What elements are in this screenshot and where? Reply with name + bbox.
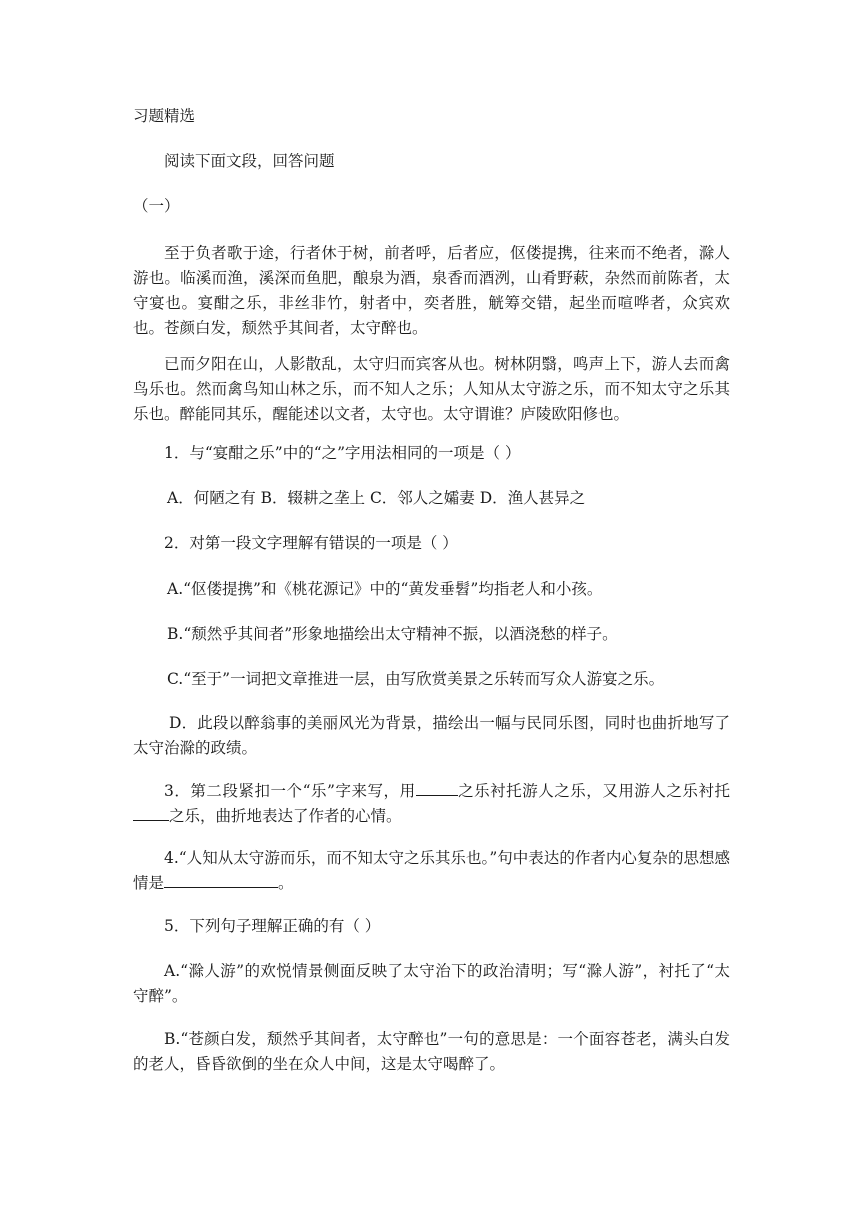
question-5-option-a: A.“滁人游”的欢悦情景侧面反映了太守治下的政治清明；写“滁人游”，衬托了“太守醉”。 [133,962,730,1005]
question-3-text-3: 之乐，曲折地表达了作者的心情。 [169,807,402,825]
part-label: （一） [133,197,180,215]
answer-blank-1[interactable] [416,779,458,796]
question-1-stem: 1．与“宴酣之乐”中的“之”字用法相同的一项是（ ） [164,444,521,462]
question-3-text-1: 3．第二段紧扣一个“乐”字来写，用 [164,782,416,800]
question-2-option-b: B.“颓然乎其间者”形象地描绘出太守精神不振，以酒浇愁的样子。 [167,625,618,643]
question-2-option-d: D．此段以醉翁事的美丽风光为背景，描绘出一幅与民同乐图，同时也曲折地写了太守治滁的政绩。 [133,714,730,757]
question-4 [133,846,730,896]
question-3-text-2: 之乐衬托游人之乐，又用游人之乐衬托 [457,782,730,800]
passage-paragraph-2: 已而夕阳在山，人影散乱，太守归而宾客从也。树林阴翳，鸣声上下，游人去而禽鸟乐也。然而禽鸟知山林之乐，而不知人之乐；人知从太守游之乐，而不知太守之乐其乐也。醉能同其乐，醒能述以文者，太守也。太守谓谁？庐陵欧阳修也。 [133,355,730,423]
question-3 [133,779,730,829]
question-4-text-1: 4.“人知从太守游而乐，而不知太守之乐其乐也。”句中表达的作者内心复杂的思想感情是 [133,849,730,892]
question-4-text-2: 。 [278,874,294,892]
question-2-option-a: A.“伛偻提携”和《桃花源记》中的“黄发垂髫”均指老人和小孩。 [167,580,603,598]
answer-blank-2[interactable] [133,804,169,821]
passage-paragraph-1: 至于负者歌于途，行者休于树，前者呼，后者应，伛偻提携，往来而不绝者，滁人游也。临溪而渔，溪深而鱼肥，酿泉为酒，泉香而酒洌，山肴野蔌，杂然而前陈者，太守宴也。宴酣之乐，非丝非竹，射者中，奕者胜，觥筹交错，起坐而喧哗者，众宾欢也。苍颜白发，颓然乎其间者，太守醉也。 [133,244,730,337]
answer-blank-3[interactable] [164,871,278,888]
question-5-option-b: B.“苍颜白发，颓然乎其间者，太守醉也”一句的意思是：一个面容苍老，满头白发的老人，昏昏欲倒的坐在众人中间，这是太守喝醉了。 [133,1030,730,1073]
question-5-stem: 5．下列句子理解正确的有（ ） [164,917,381,935]
question-2-option-c: C.“至于”一词把文章推进一层，由写欣赏美景之乐转而写众人游宴之乐。 [167,670,665,688]
question-1-options: A．何陋之有 B．辍耕之垄上 C．邻人之孀妻 D．渔人甚异之 [167,489,586,507]
instruction-text: 阅读下面文段，回答问题 [164,152,335,170]
question-2-stem: 2．对第一段文字理解有错误的一项是（ ） [164,534,458,552]
section-title: 习题精选 [133,107,196,125]
